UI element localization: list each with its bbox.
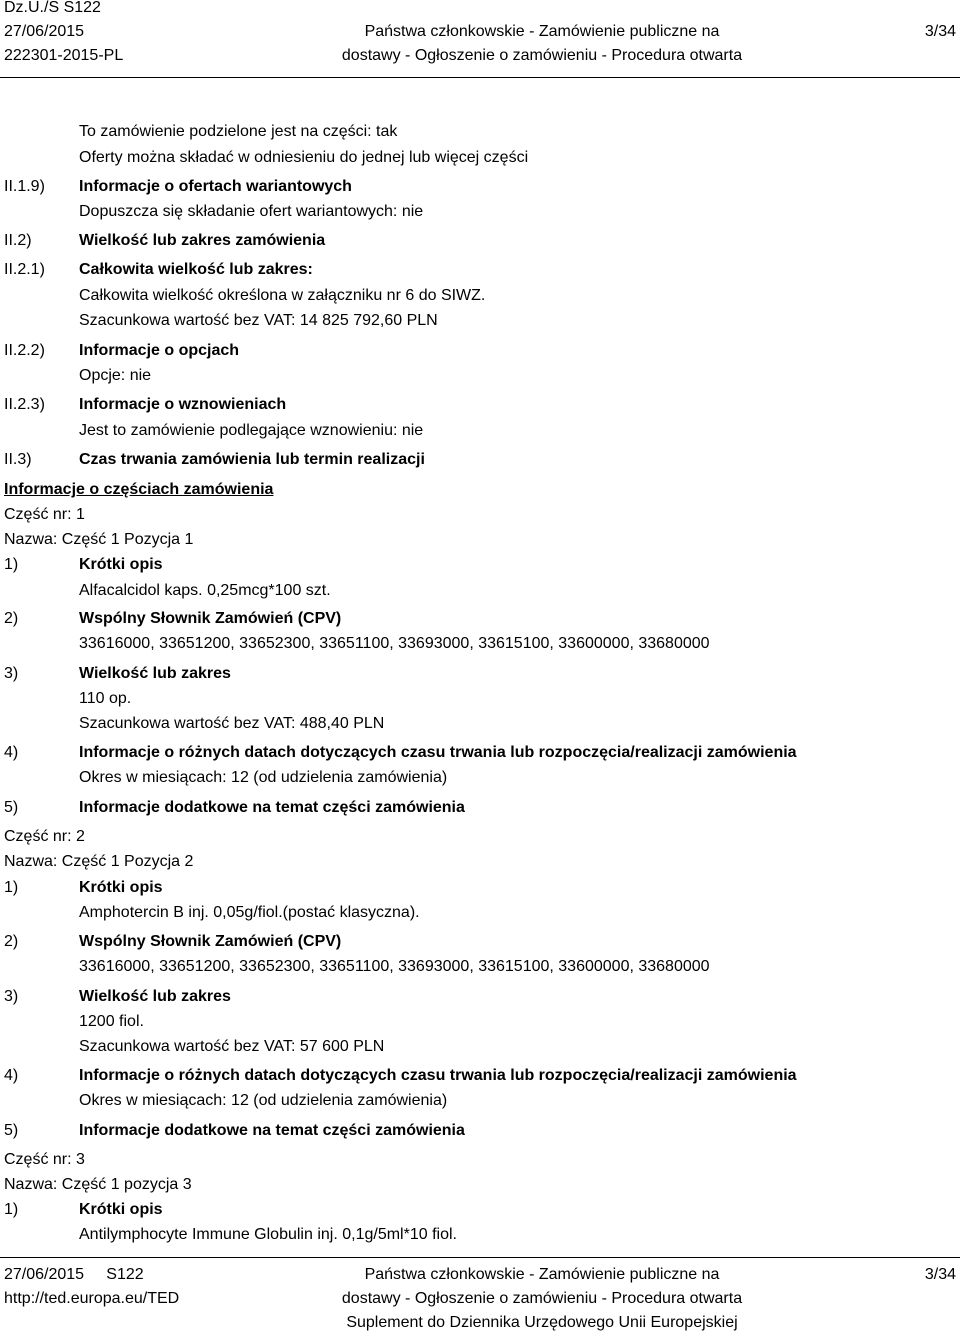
cpv-codes: 33616000, 33651200, 33652300, 33651100, 33693000, 33615100, 33600000, 33680000 bbox=[79, 635, 710, 652]
section-title: Całkowita wielkość lub zakres: bbox=[79, 261, 313, 278]
lot-description: Antilymphocyte Immune Globulin inj. 0,1g/5ml*10 fiol. bbox=[79, 1226, 457, 1243]
section-number: II.2) bbox=[4, 232, 32, 249]
footer-date-issue: 27/06/2015 S122 bbox=[4, 1266, 144, 1283]
item-title: Informacje o różnych datach dotyczących czasu trwania lub rozpoczęcia/realizacji zamówienia bbox=[79, 744, 797, 761]
lot-quantity: 1200 fiol. bbox=[79, 1013, 144, 1030]
item-number: 3) bbox=[4, 665, 19, 682]
item-title: Informacje o różnych datach dotyczących czasu trwania lub rozpoczęcia/realizacji zamówienia bbox=[79, 1067, 797, 1084]
item-title: Wielkość lub zakres bbox=[79, 665, 231, 682]
footer-page-number: 3/34 bbox=[924, 1266, 956, 1283]
item-title: Wspólny Słownik Zamówień (CPV) bbox=[79, 933, 342, 950]
lot-number: Część nr: 1 bbox=[4, 506, 85, 523]
lots-heading: Informacje o częściach zamówienia bbox=[4, 481, 274, 498]
section-text: Dopuszcza się składanie ofert wariantowych: nie bbox=[79, 203, 424, 220]
lot-duration: Okres w miesiącach: 12 (od udzielenia zamówienia) bbox=[79, 1092, 448, 1109]
header-page-number: 3/34 bbox=[924, 23, 956, 40]
header-journal-ref: Dz.U./S S122 bbox=[4, 0, 101, 16]
item-number: 3) bbox=[4, 988, 19, 1005]
lot-name: Nazwa: Część 1 Pozycja 2 bbox=[4, 853, 194, 870]
header-title-line-1: Państwa członkowskie - Zamówienie publiczne na bbox=[364, 23, 720, 40]
section-title: Informacje o ofertach wariantowych bbox=[79, 178, 352, 195]
section-number: II.2.2) bbox=[4, 342, 45, 359]
lot-name: Nazwa: Część 1 Pozycja 1 bbox=[4, 531, 194, 548]
estimated-value: Szacunkowa wartość bez VAT: 57 600 PLN bbox=[79, 1038, 385, 1055]
item-number: 1) bbox=[4, 879, 19, 896]
item-number: 2) bbox=[4, 933, 19, 950]
lot-number: Część nr: 2 bbox=[4, 828, 85, 845]
item-title: Wspólny Słownik Zamówień (CPV) bbox=[79, 610, 342, 627]
section-title: Informacje o wznowieniach bbox=[79, 396, 287, 413]
item-title: Informacje dodatkowe na temat części zamówienia bbox=[79, 1122, 465, 1139]
section-text: Jest to zamówienie podlegające wznowieniu: nie bbox=[79, 422, 424, 439]
lot-duration: Okres w miesiącach: 12 (od udzielenia zamówienia) bbox=[79, 769, 448, 786]
header-date: 27/06/2015 bbox=[4, 23, 85, 40]
item-number: 1) bbox=[4, 556, 19, 573]
section-number: II.2.1) bbox=[4, 261, 45, 278]
estimated-value: Szacunkowa wartość bez VAT: 488,40 PLN bbox=[79, 715, 385, 732]
item-number: 5) bbox=[4, 799, 19, 816]
header-title-line-2: dostawy - Ogłoszenie o zamówieniu - Procedura otwarta bbox=[341, 47, 743, 64]
section-title: Informacje o opcjach bbox=[79, 342, 240, 359]
footer-divider bbox=[0, 1257, 960, 1258]
header-divider bbox=[0, 77, 960, 78]
item-title: Krótki opis bbox=[79, 556, 163, 573]
divided-into-lots: To zamówienie podzielone jest na części: tak bbox=[79, 123, 398, 140]
item-number: 5) bbox=[4, 1122, 19, 1139]
item-title: Krótki opis bbox=[79, 1201, 163, 1218]
lot-number: Część nr: 3 bbox=[4, 1151, 85, 1168]
item-title: Informacje dodatkowe na temat części zamówienia bbox=[79, 799, 465, 816]
footer-supplement: Suplement do Dziennika Urzędowego Unii Europejskiej bbox=[346, 1314, 738, 1331]
item-number: 1) bbox=[4, 1201, 19, 1218]
section-text: Opcje: nie bbox=[79, 367, 152, 384]
lot-quantity: 110 op. bbox=[79, 690, 132, 707]
section-number: II.3) bbox=[4, 451, 32, 468]
lot-description: Amphotercin B inj. 0,05g/fiol.(postać klasyczna). bbox=[79, 904, 420, 921]
section-title: Wielkość lub zakres zamówienia bbox=[79, 232, 326, 249]
item-number: 4) bbox=[4, 744, 19, 761]
item-title: Wielkość lub zakres bbox=[79, 988, 231, 1005]
section-number: II.1.9) bbox=[4, 178, 45, 195]
section-number: II.2.3) bbox=[4, 396, 45, 413]
section-title: Czas trwania zamówienia lub termin realizacji bbox=[79, 451, 425, 468]
item-title: Krótki opis bbox=[79, 879, 163, 896]
lot-name: Nazwa: Część 1 pozycja 3 bbox=[4, 1176, 192, 1193]
item-number: 4) bbox=[4, 1067, 19, 1084]
cpv-codes: 33616000, 33651200, 33652300, 33651100, 33693000, 33615100, 33600000, 33680000 bbox=[79, 958, 710, 975]
offers-for-lots: Oferty można składać w odniesieniu do jednej lub więcej części bbox=[79, 149, 529, 166]
footer-ted-link[interactable]: http://ted.europa.eu/TED bbox=[4, 1290, 180, 1307]
footer-title-line-1: Państwa członkowskie - Zamówienie publiczne na bbox=[364, 1266, 720, 1283]
footer-title-line-2: dostawy - Ogłoszenie o zamówieniu - Procedura otwarta bbox=[341, 1290, 743, 1307]
lot-description: Alfacalcidol kaps. 0,25mcg*100 szt. bbox=[79, 582, 331, 599]
header-notice-number: 222301-2015-PL bbox=[4, 47, 124, 64]
estimated-value: Szacunkowa wartość bez VAT: 14 825 792,60 PLN bbox=[79, 312, 438, 329]
item-number: 2) bbox=[4, 610, 19, 627]
section-text: Całkowita wielkość określona w załączniku nr 6 do SIWZ. bbox=[79, 287, 486, 304]
